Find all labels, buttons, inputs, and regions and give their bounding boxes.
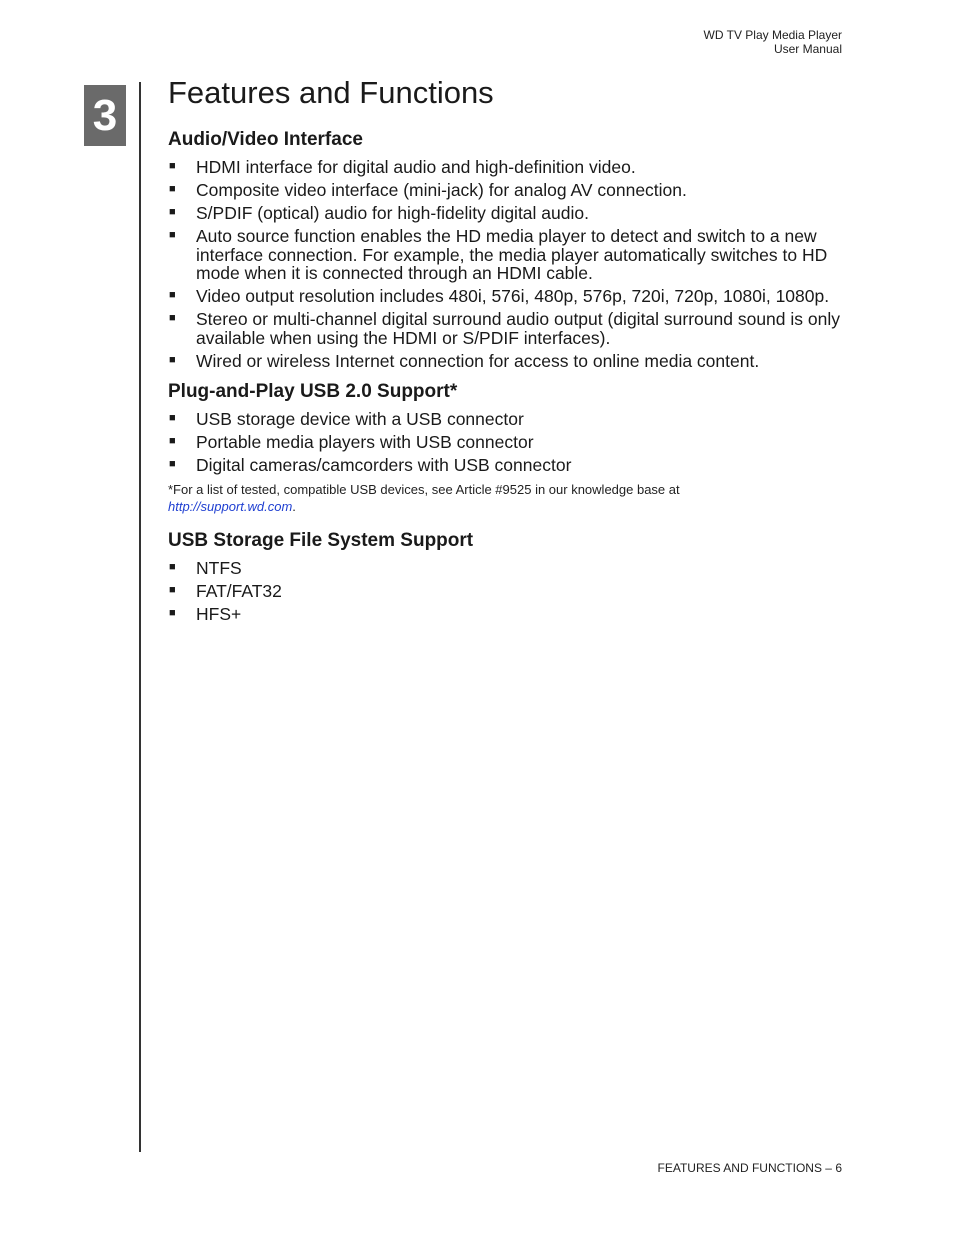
footer-section-label: FEATURES AND FUNCTIONS <box>657 1161 822 1175</box>
section-heading-usb-support: Plug-and-Play USB 2.0 Support* <box>168 381 458 402</box>
bullet-icon: ■ <box>169 458 176 470</box>
bullet-icon: ■ <box>169 583 176 596</box>
bullet-icon: ■ <box>169 229 176 241</box>
page-number: 6 <box>835 1161 842 1175</box>
header-manual-name: User Manual <box>773 42 842 56</box>
bullet-icon: ■ <box>169 435 176 447</box>
list-item: ■ USB storage device with a USB connector <box>169 409 524 429</box>
bullet-icon: ■ <box>169 353 176 366</box>
running-footer <box>658 1161 843 1175</box>
bullet-icon: ■ <box>169 312 176 324</box>
usb-support-list <box>168 410 848 475</box>
list-item: ■ NTFS <box>169 557 242 578</box>
list-item: ■ Auto source function enables the HD media player to detect and switch to a new interface connection. For example, the media player automatically switches to HD mode when it is connected through an HDMI cable. <box>169 226 828 283</box>
audio-video-list <box>168 158 848 370</box>
bullet-icon: ■ <box>169 183 176 195</box>
section-heading-file-system: USB Storage File System Support <box>168 529 474 551</box>
bullet-icon: ■ <box>169 160 176 172</box>
footnote-end: . <box>292 498 296 514</box>
vertical-rule <box>139 82 141 1152</box>
bullet-icon: ■ <box>169 206 176 218</box>
bullet-icon: ■ <box>169 560 176 573</box>
bullet-icon: ■ <box>169 289 176 301</box>
list-item: ■ Digital cameras/camcorders with USB connector <box>169 455 572 475</box>
list-item: ■ Stereo or multi-channel digital surround audio output (digital surround sound is only available when using the HDMI or S/PDIF interfaces). <box>169 309 840 348</box>
list-item: ■ HFS+ <box>169 603 242 624</box>
list-item: ■ Video output resolution includes 480i, 576i, 480p, 576p, 720i, 720p, 1080i, 1080p. <box>169 286 830 306</box>
list-item: ■ FAT/FAT32 <box>169 580 282 601</box>
chapter-number-badge: 3 <box>84 85 126 146</box>
support-link[interactable]: http://support.wd.com <box>168 498 293 514</box>
footnote-text: *For a list of tested, compatible USB devices, see Article #9525 in our knowledge base at <box>168 481 680 497</box>
page-title: Features and Functions <box>168 75 494 110</box>
bullet-icon: ■ <box>169 412 176 424</box>
list-item: ■ Portable media players with USB connector <box>169 432 534 452</box>
bullet-icon: ■ <box>169 606 176 619</box>
list-item: ■ S/PDIF (optical) audio for high-fidelity digital audio. <box>169 203 589 223</box>
section-heading-audio-video: Audio/Video Interface <box>168 129 363 150</box>
header-product-name: WD TV Play Media Player <box>703 28 842 42</box>
list-item: ■ HDMI interface for digital audio and high-definition video. <box>169 157 636 177</box>
file-system-list <box>168 559 848 624</box>
list-item: ■ Composite video interface (mini-jack) for analog AV connection. <box>169 180 687 200</box>
usb-footnote <box>168 481 848 515</box>
footer-separator: – <box>821 1161 836 1175</box>
running-header <box>704 28 843 56</box>
page-content <box>168 74 848 628</box>
list-item: ■ Wired or wireless Internet connection for access to online media content. <box>169 350 760 371</box>
